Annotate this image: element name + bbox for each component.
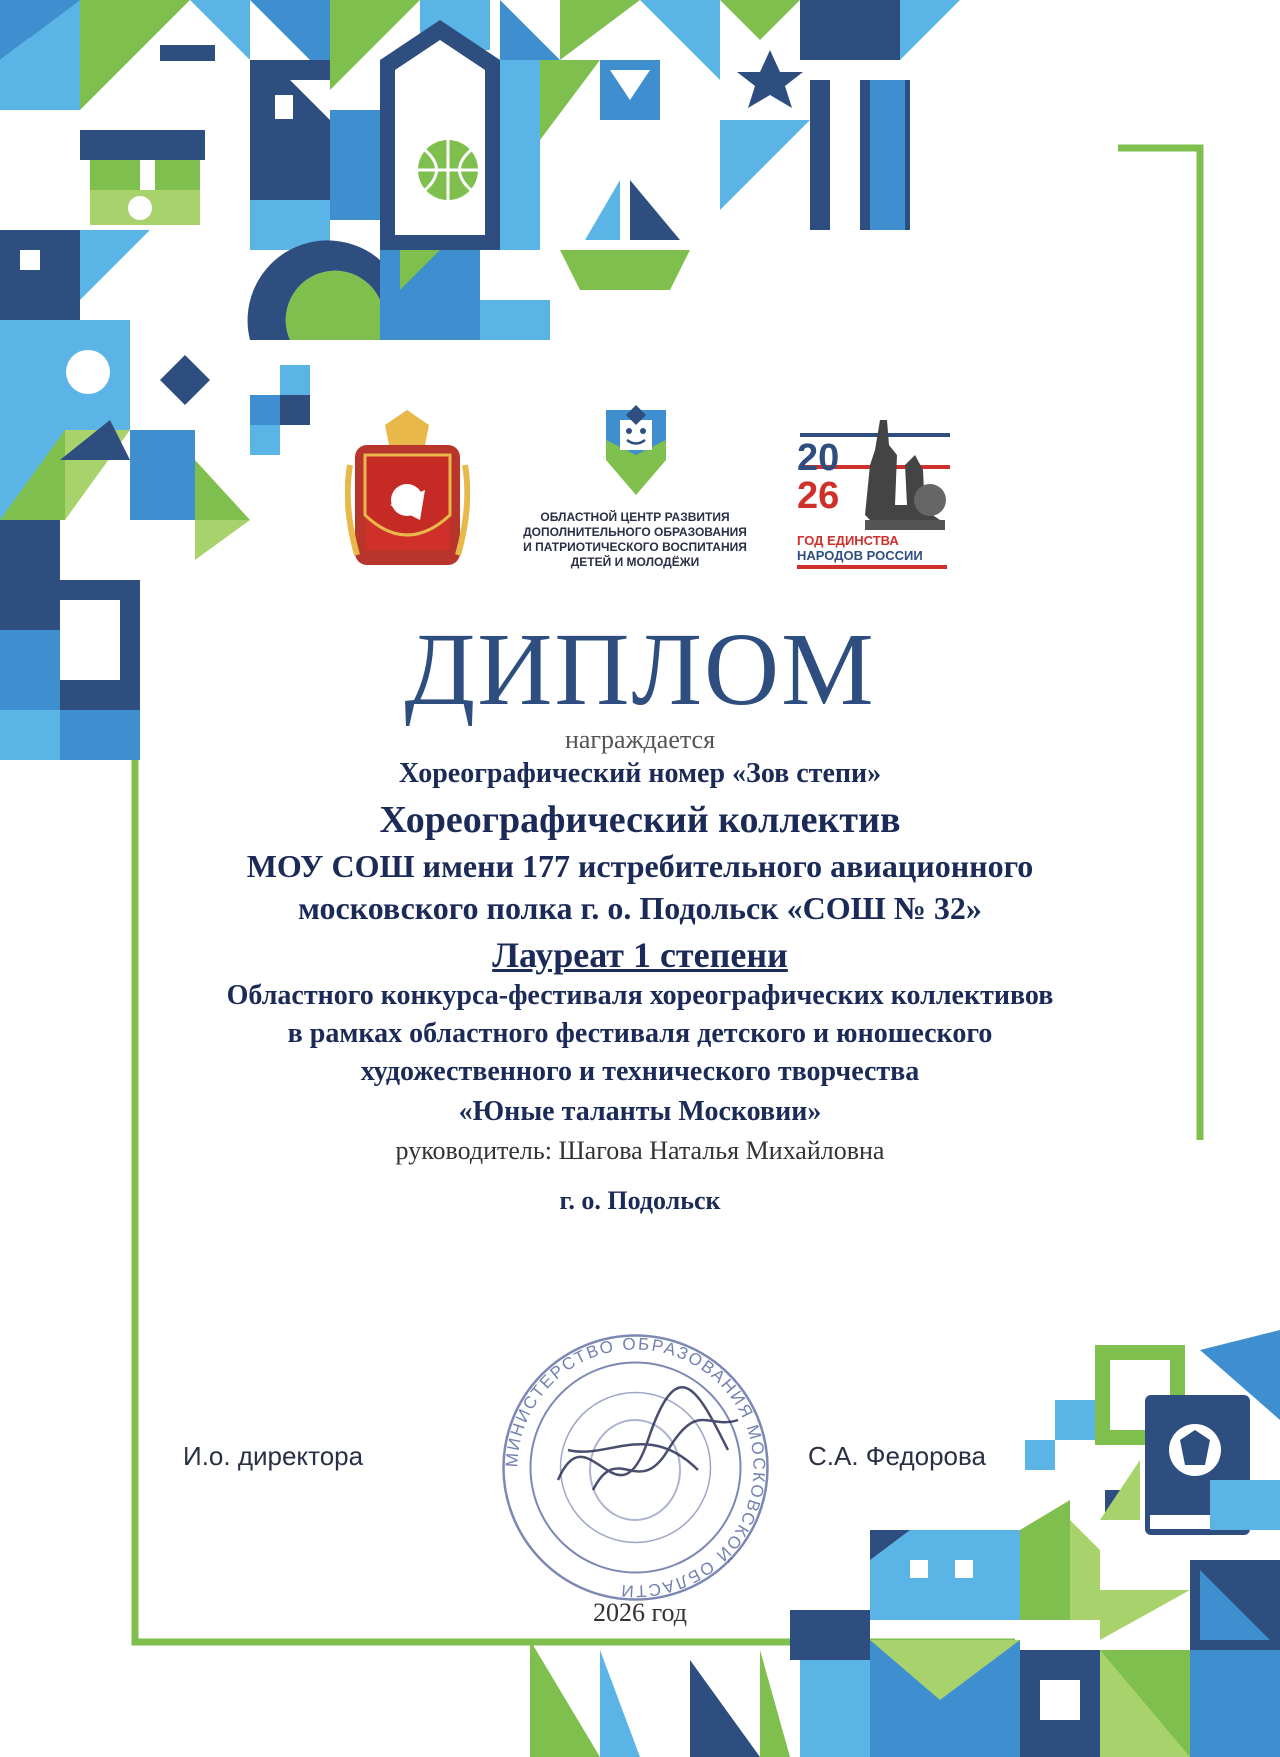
signature-role: И.о. директора — [183, 1441, 364, 1471]
dance-number: Хореографический номер «Зов степи» — [398, 758, 882, 789]
coat-of-arms-icon — [345, 405, 470, 570]
official-stamp-icon — [498, 1330, 773, 1605]
contest-line-1: Областного конкурса-фестиваля хореографических коллективов — [226, 980, 1054, 1011]
center-logo-caption: ОБЛАСТНОЙ ЦЕНТР РАЗВИТИЯ ДОПОЛНИТЕЛЬНОГО ОБРАЗОВАНИЯ И ПАТРИОТИЧЕСКОГО ВОСПИТАНИЯ ДЕТЕЙ И МОЛОДЁЖИ — [523, 510, 747, 569]
monument-icon — [845, 415, 950, 533]
leader-name: руководитель: Шагова Наталья Михайловна — [395, 1136, 885, 1165]
school-line-2: московского полка г. о. Подольск «СОШ № 32» — [298, 890, 982, 926]
contest-line-4: «Юные таланты Московии» — [458, 1096, 822, 1127]
awarded-label: награждается — [564, 725, 716, 754]
school-line-1: МОУ СОШ имени 177 истребительного авиационного — [246, 848, 1034, 884]
collective-type: Хореографический коллектив — [379, 799, 901, 841]
award-level: Лауреат 1 степени — [492, 935, 788, 975]
signature-name: С.А. Федорова — [808, 1441, 986, 1471]
year-logo-digits-bottom: 26 — [797, 475, 840, 517]
contest-line-3: художественного и технического творчества — [360, 1056, 920, 1087]
diploma-year: 2026 год — [593, 1598, 687, 1627]
center-logo-icon — [600, 400, 672, 500]
stamp-text: МИНИСТЕРСТВО ОБРАЗОВАНИЯ МОСКОВСКОЙ ОБЛАСТИ — [502, 1334, 769, 1601]
contest-line-2: в рамках областного фестиваля детского и юношеского — [287, 1018, 993, 1049]
year-of-unity-logo — [795, 415, 955, 575]
diploma-title: ДИПЛОМ — [404, 612, 876, 727]
year-logo-line1: ГОД ЕДИНСТВА — [797, 533, 899, 548]
city: г. о. Подольск — [559, 1186, 721, 1215]
year-logo-digits-top: 20 — [797, 437, 840, 479]
year-logo-line2: НАРОДОВ РОССИИ — [797, 548, 923, 563]
